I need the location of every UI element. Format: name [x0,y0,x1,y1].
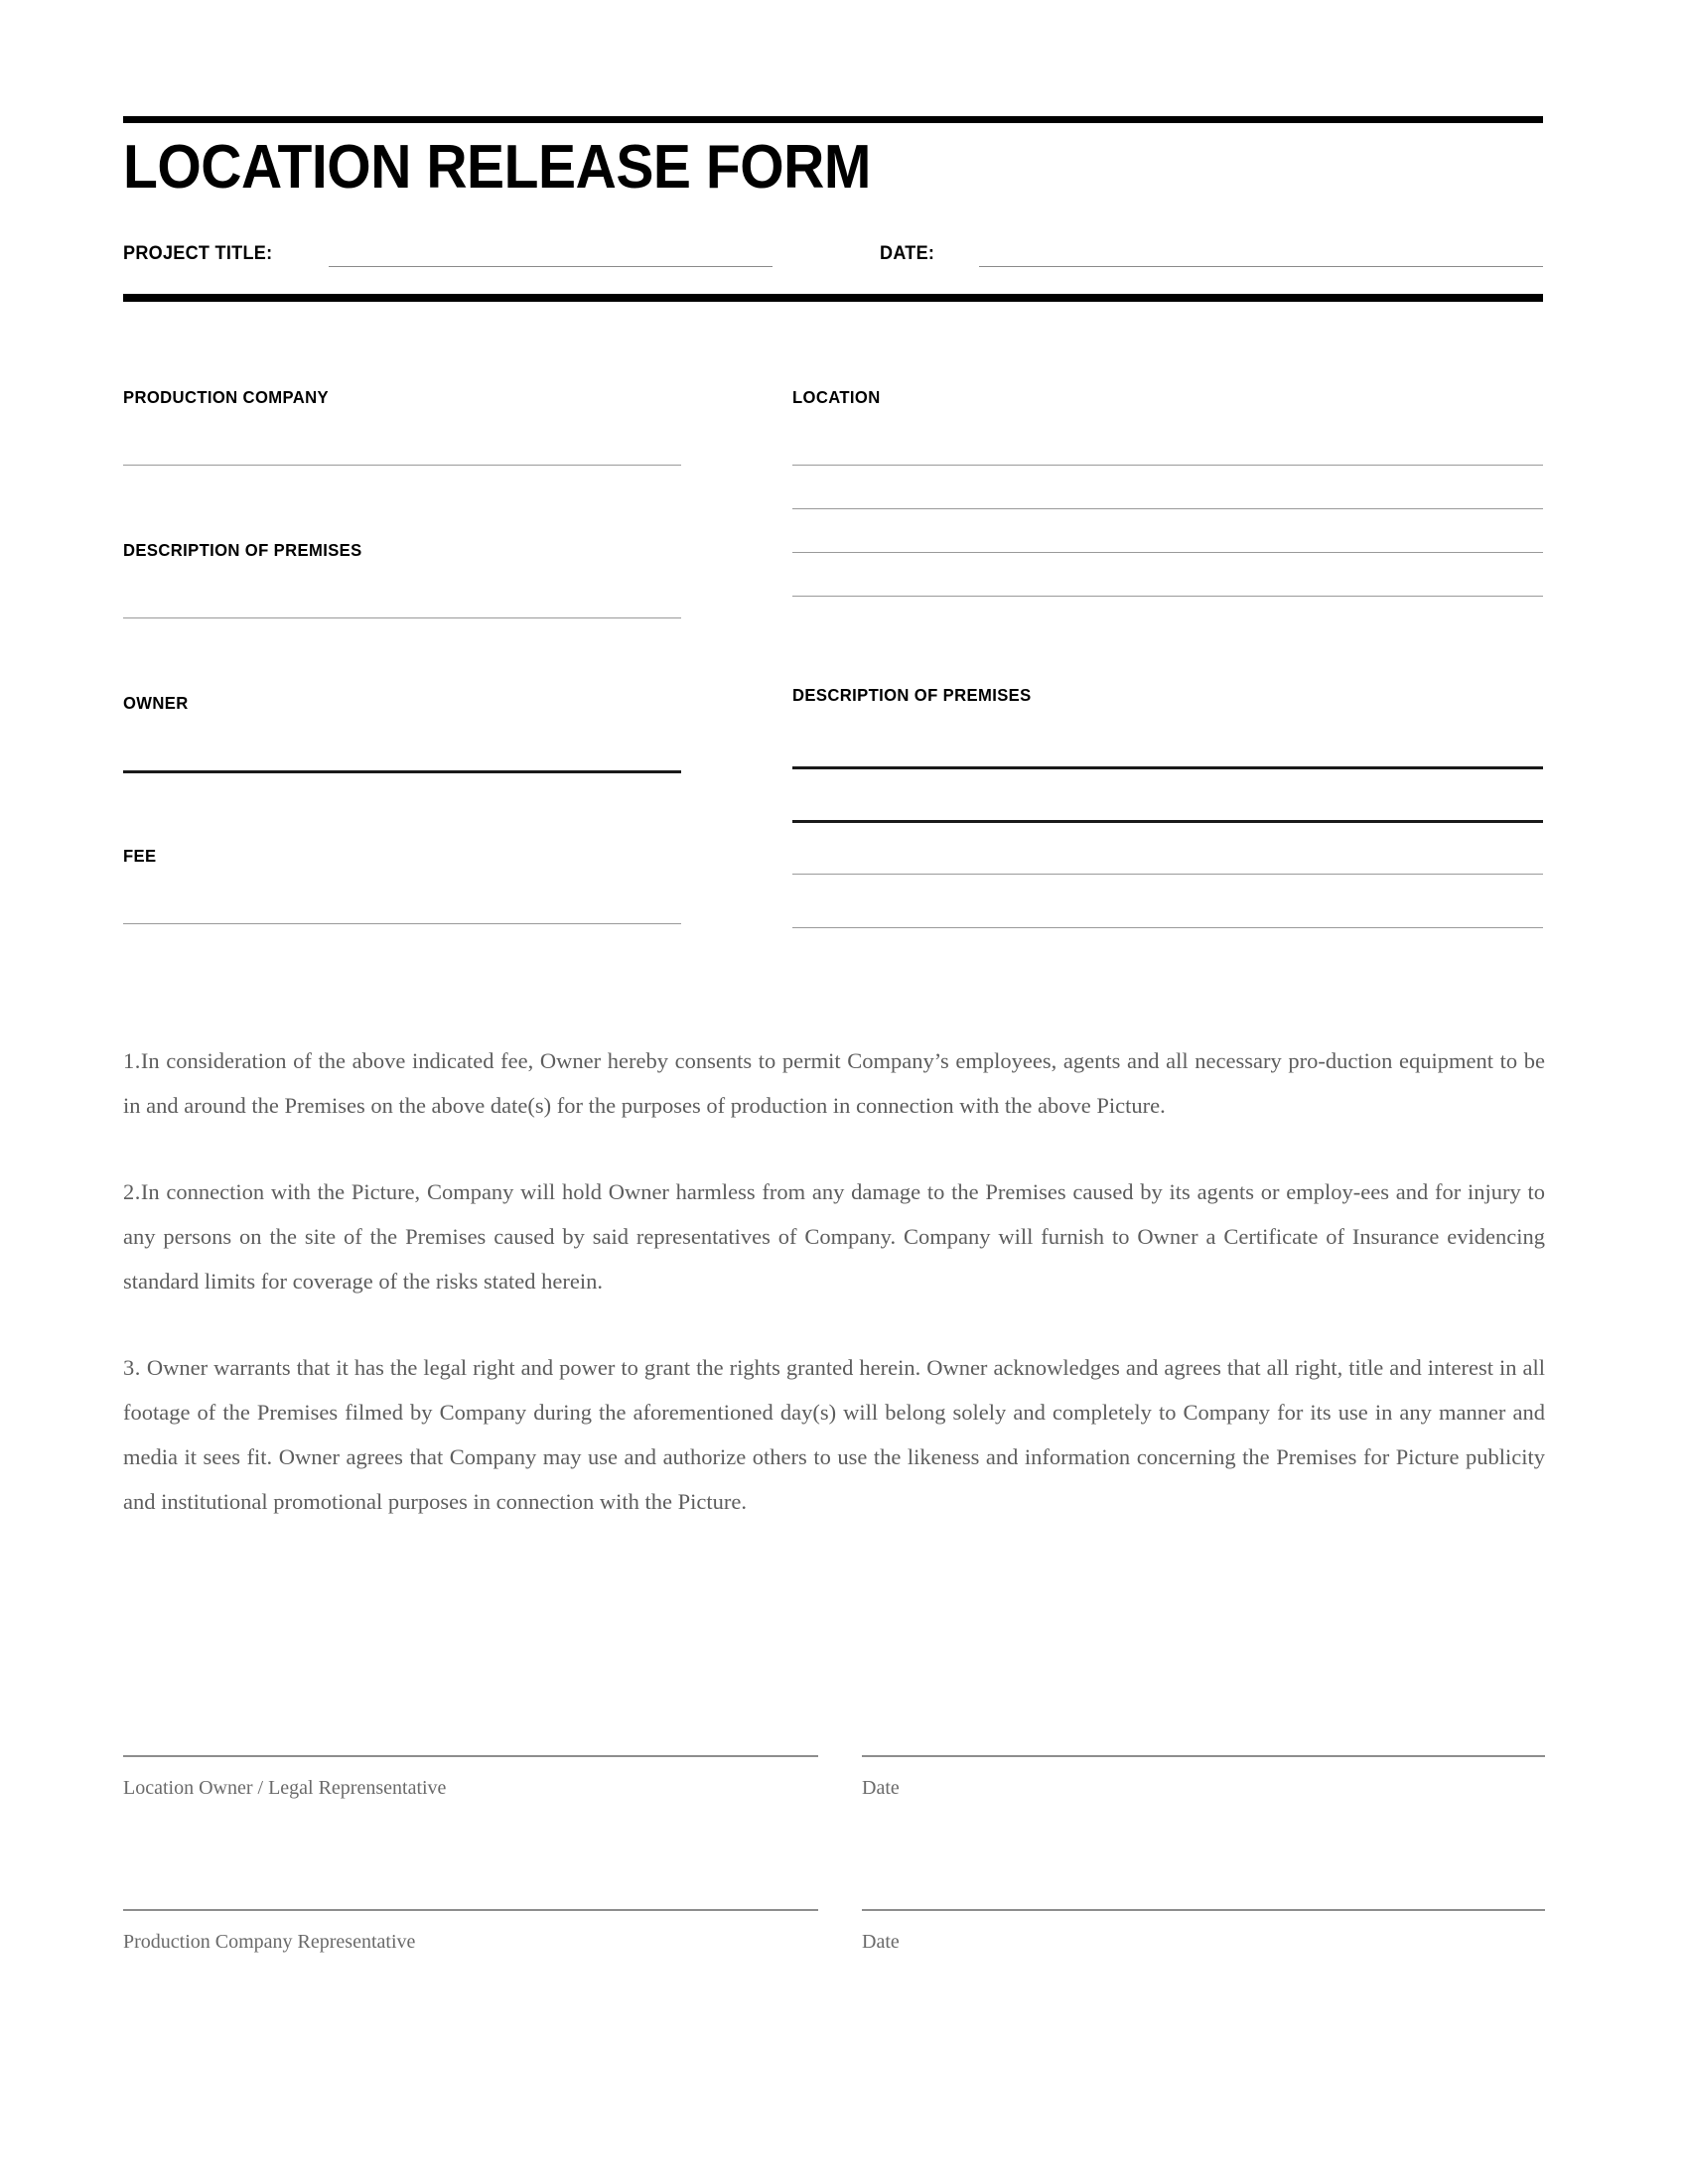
signature-caption-location-owner: Location Owner / Legal Reprensentative [123,1777,447,1799]
signature-caption-production-company-date: Date [862,1931,900,1953]
signature-line-production-company-date[interactable] [862,1909,1545,1911]
clause-2 [123,1169,1545,1303]
clauses-section [123,1038,1545,1524]
page-title: LOCATION RELEASE FORM [123,133,871,202]
field-label-owner: OWNER [123,693,189,713]
clause-3-number: 3. [123,1355,141,1380]
field-line-owner-1[interactable] [123,770,681,773]
signature-caption-production-company: Production Company Representative [123,1931,416,1953]
date-label: DATE: [880,243,935,264]
clause-2-text: In connection with the Picture, Company will hold Owner harmless from any damage to the Premises caused by its agents or employ-ees and for injury to any persons on the site of the Premises caused by said representatives of Company. Company will furnish to Owner a Certificate of Insurance evidencing standard limits for coverage of the risks stated herein. [123,1179,1545,1294]
clause-3 [123,1345,1545,1524]
field-line-description-of-premises-right-4[interactable] [792,927,1543,928]
clause-1 [123,1038,1545,1128]
right-field-column [792,0,1543,953]
field-line-location-2[interactable] [792,508,1543,509]
left-field-column [123,0,681,953]
clause-1-number: 1. [123,1048,141,1073]
field-label-location: LOCATION [792,387,881,407]
signature-line-owner-date[interactable] [862,1755,1545,1757]
project-title-label: PROJECT TITLE: [123,243,273,264]
field-label-description-of-premises-right: DESCRIPTION OF PREMISES [792,685,1032,705]
field-line-location-3[interactable] [792,552,1543,553]
field-line-description-of-premises-right-3[interactable] [792,874,1543,875]
signature-line-production-company[interactable] [123,1909,818,1911]
field-line-production-company-1[interactable] [123,465,681,466]
field-line-location-4[interactable] [792,596,1543,597]
field-label-description-of-premises-left: DESCRIPTION OF PREMISES [123,540,362,560]
field-line-location-1[interactable] [792,465,1543,466]
signature-line-location-owner[interactable] [123,1755,818,1757]
clause-3-text: Owner warrants that it has the legal right and power to grant the rights granted herein. Owner acknowledges and agrees that all right, title and interest in all footage of the Premises filmed by Company during the aforementioned day(s) will belong solely and completely to Company for its use in any manner and media it sees fit. Owner agrees that Company may use and authorize others to use the likeness and information concerning the Premises for Picture publicity and institutional promotional purposes in connection with the Picture. [123,1355,1545,1514]
field-label-production-company: PRODUCTION COMPANY [123,387,329,407]
field-line-description-of-premises-right-1[interactable] [792,766,1543,769]
signature-caption-owner-date: Date [862,1777,900,1799]
field-line-description-of-premises-left-1[interactable] [123,617,681,618]
field-line-description-of-premises-right-2[interactable] [792,820,1543,823]
clause-1-text: In consideration of the above indicated fee, Owner hereby consents to permit Company’s employees, agents and all necessary pro-duction equipment to be in and around the Premises on the above date(s) for the purposes of production in connection with the above Picture. [123,1048,1545,1118]
field-label-fee: FEE [123,846,157,866]
clause-2-number: 2. [123,1179,141,1204]
field-line-fee-1[interactable] [123,923,681,924]
form-sheet [123,0,1565,2184]
